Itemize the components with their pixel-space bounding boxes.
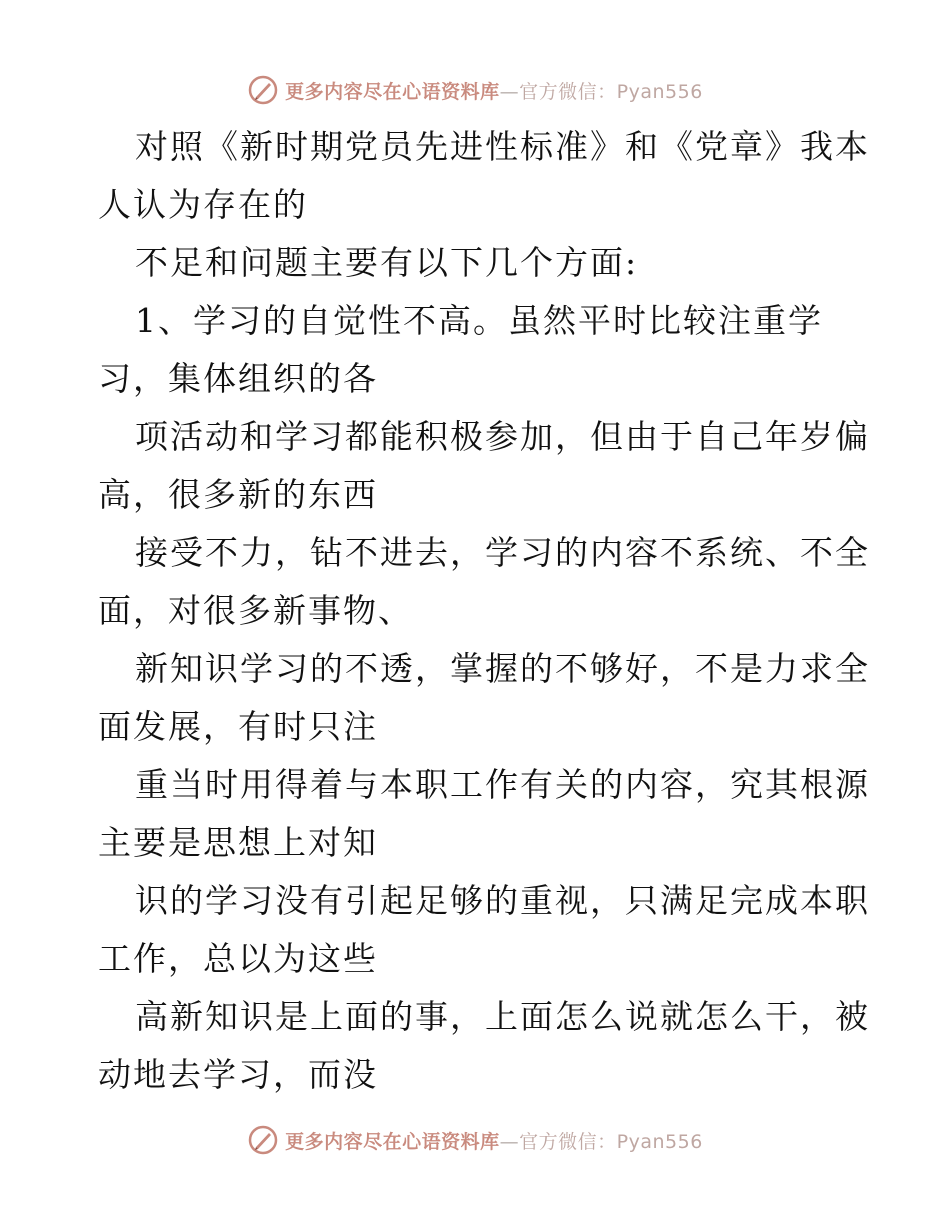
document-line: 高，很多新的东西 — [98, 475, 378, 514]
document-line: 动地去学习，而没 — [98, 1055, 378, 1094]
watermark-wechat: 官方微信：Pyan556 — [519, 80, 703, 103]
document-line: 人认为存在的 — [98, 185, 308, 224]
watermark-text — [285, 1127, 703, 1154]
watermark-text — [285, 77, 703, 104]
document-line: 对照《新时期党员先进性标准》和《党章》我本 — [135, 127, 870, 166]
watermark-separator: — — [499, 1130, 520, 1153]
document-line: 不足和问题主要有以下几个方面: — [135, 243, 639, 282]
footer-watermark — [0, 1120, 950, 1160]
document-line: 1、学习的自觉性不高。虽然平时比较注重学 — [135, 301, 823, 340]
header-watermark — [0, 70, 950, 110]
watermark-site-name: 更多内容尽在心语资料库 — [285, 80, 500, 103]
document-line: 重当时用得着与本职工作有关的内容，究其根源 — [135, 765, 870, 804]
document-line: 项活动和学习都能积极参加，但由于自己年岁偏 — [135, 417, 870, 456]
document-line: 高新知识是上面的事，上面怎么说就怎么干，被 — [135, 997, 870, 1036]
document-line: 工作，总以为这些 — [98, 939, 378, 978]
watermark-separator: — — [499, 80, 520, 103]
document-line: 面，对很多新事物、 — [98, 591, 413, 630]
document-line: 主要是思想上对知 — [98, 823, 378, 862]
quill-circle-icon — [247, 1124, 279, 1156]
document-line: 接受不力，钻不进去，学习的内容不系统、不全 — [135, 533, 870, 572]
watermark-wechat: 官方微信：Pyan556 — [519, 1130, 703, 1153]
document-line: 面发展，有时只注 — [98, 707, 378, 746]
document-line: 新知识学习的不透，掌握的不够好，不是力求全 — [135, 649, 870, 688]
watermark-site-name: 更多内容尽在心语资料库 — [285, 1130, 500, 1153]
document-line: 习，集体组织的各 — [98, 359, 378, 398]
document-line: 识的学习没有引起足够的重视，只满足完成本职 — [135, 881, 870, 920]
document-body — [98, 118, 870, 1104]
quill-circle-icon — [247, 74, 279, 106]
